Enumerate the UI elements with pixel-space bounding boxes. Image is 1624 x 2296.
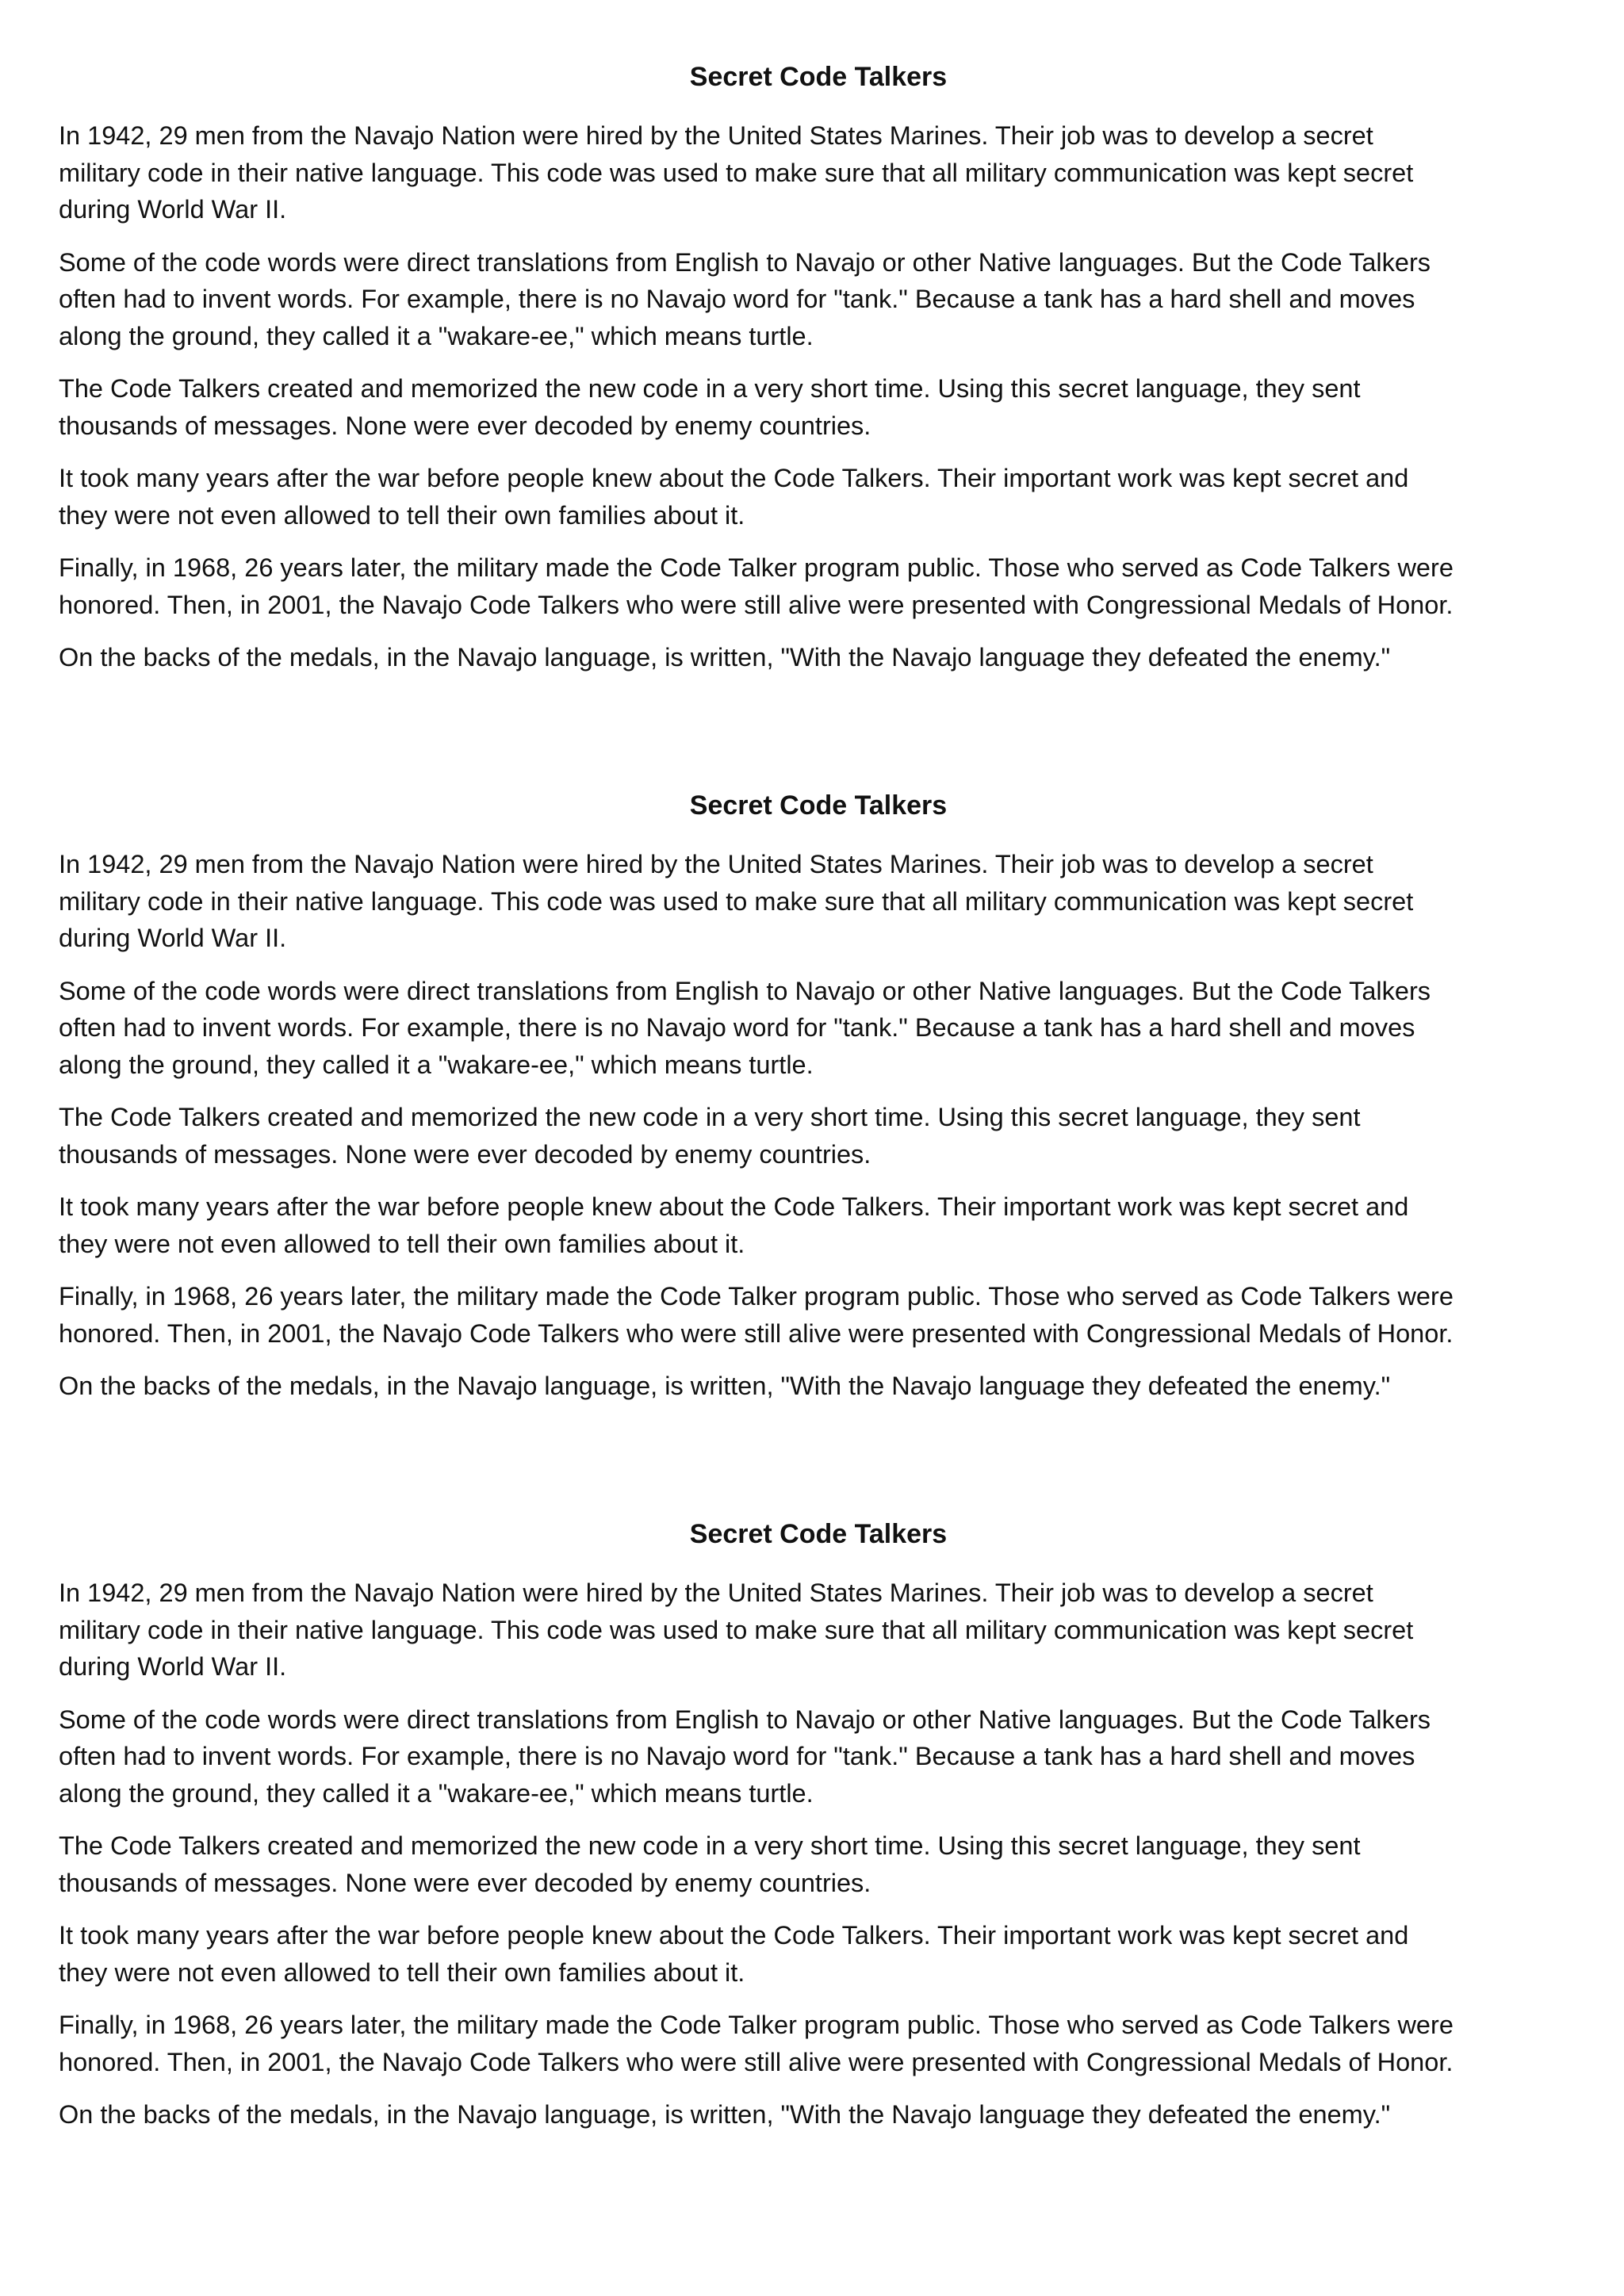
paragraph-2 [59, 1701, 1578, 1812]
text-line: military code in their native language. This code was used to make sure that all military communication was kept secret [59, 158, 1414, 187]
text-line: honored. Then, in 2001, the Navajo Code Talkers who were still alive were presented with Congressional Medals of Honor. [59, 1318, 1454, 1348]
text-line: The Code Talkers created and memorized the new code in a very short time. Using this secret language, they sent [59, 1831, 1361, 1860]
text-line: The Code Talkers created and memorized the new code in a very short time. Using this secret language, they sent [59, 374, 1361, 403]
text-line: often had to invent words. For example, there is no Navajo word for "tank." Because a tank has a hard shell and moves [59, 1742, 1415, 1770]
text-line: they were not even allowed to tell their own families about it. [59, 500, 745, 530]
paragraph-3 [59, 1099, 1578, 1173]
paragraph-6 [59, 1368, 1578, 1405]
text-line: often had to invent words. For example, there is no Navajo word for "tank." Because a tank has a hard shell and moves [59, 285, 1415, 313]
text-line: along the ground, they called it a "wakare-ee," which means turtle. [59, 321, 814, 350]
text-line: honored. Then, in 2001, the Navajo Code Talkers who were still alive were presented with Congressional Medals of Honor. [59, 590, 1454, 619]
text-line: Some of the code words were direct translations from English to Navajo or other Native languages. But the Code Talkers [59, 976, 1431, 1005]
paragraph-4 [59, 1188, 1578, 1262]
text-line: Some of the code words were direct translations from English to Navajo or other Native languages. But the Code Talkers [59, 1705, 1431, 1734]
passage-3 [59, 1516, 1578, 2149]
passage-title: Secret Code Talkers [689, 1519, 948, 1549]
paragraph-6 [59, 639, 1578, 676]
paragraph-4 [59, 1917, 1578, 1991]
paragraph-2 [59, 973, 1578, 1084]
text-line: Finally, in 1968, 26 years later, the military made the Code Talker program public. Those who served as Code Talkers were [59, 2011, 1454, 2039]
text-line: On the backs of the medals, in the Navajo language, is written, "With the Navajo language they defeated the enemy." [59, 1372, 1391, 1400]
text-line: along the ground, they called it a "wakare-ee," which means turtle. [59, 1778, 814, 1808]
text-line: military code in their native language. This code was used to make sure that all military communication was kept secret [59, 1615, 1414, 1644]
paragraph-5 [59, 2007, 1578, 2080]
passage-title: Secret Code Talkers [689, 790, 948, 821]
text-line: during World War II. [59, 924, 287, 952]
text-line: they were not even allowed to tell their own families about it. [59, 1957, 745, 1987]
text-line: thousands of messages. None were ever decoded by enemy countries. [59, 411, 871, 440]
text-line: they were not even allowed to tell their own families about it. [59, 1229, 745, 1258]
paragraph-3 [59, 1827, 1578, 1901]
paragraph-6 [59, 2096, 1578, 2133]
paragraph-1 [59, 846, 1578, 957]
text-line: On the backs of the medals, in the Navajo language, is written, "With the Navajo language they defeated the enemy." [59, 643, 1391, 672]
text-line: during World War II. [59, 1652, 287, 1681]
text-line: It took many years after the war before people knew about the Code Talkers. Their important work was kept secret and [59, 464, 1409, 492]
paragraph-5 [59, 1278, 1578, 1352]
text-line: Finally, in 1968, 26 years later, the military made the Code Talker program public. Those who served as Code Talkers were [59, 553, 1454, 582]
text-line: The Code Talkers created and memorized the new code in a very short time. Using this secret language, they sent [59, 1103, 1361, 1131]
paragraph-2 [59, 244, 1578, 355]
text-line: Finally, in 1968, 26 years later, the military made the Code Talker program public. Those who served as Code Talkers were [59, 1282, 1454, 1311]
text-line: thousands of messages. None were ever decoded by enemy countries. [59, 1868, 871, 1897]
paragraph-1 [59, 1575, 1578, 1686]
paragraph-4 [59, 460, 1578, 534]
passage-2 [59, 787, 1578, 1421]
text-line: Some of the code words were direct translations from English to Navajo or other Native languages. But the Code Talkers [59, 247, 1431, 277]
text-line: It took many years after the war before people knew about the Code Talkers. Their important work was kept secret and [59, 1192, 1409, 1221]
text-line: It took many years after the war before people knew about the Code Talkers. Their important work was kept secret and [59, 1921, 1409, 1950]
passage-1 [59, 59, 1578, 692]
text-line: honored. Then, in 2001, the Navajo Code Talkers who were still alive were presented with Congressional Medals of Honor. [59, 2047, 1454, 2076]
text-line: In 1942, 29 men from the Navajo Nation were hired by the United States Marines. Their job was to develop a secret [59, 1578, 1373, 1607]
text-line: along the ground, they called it a "wakare-ee," which means turtle. [59, 1050, 814, 1079]
text-line: In 1942, 29 men from the Navajo Nation were hired by the United States Marines. Their job was to develop a secret [59, 850, 1373, 878]
paragraph-5 [59, 549, 1578, 623]
text-line: In 1942, 29 men from the Navajo Nation were hired by the United States Marines. Their job was to develop a secret [59, 121, 1373, 150]
text-line: during World War II. [59, 195, 287, 224]
passage-title: Secret Code Talkers [689, 62, 948, 92]
paragraph-1 [59, 117, 1578, 228]
paragraph-3 [59, 370, 1578, 444]
text-line: often had to invent words. For example, there is no Navajo word for "tank." Because a tank has a hard shell and moves [59, 1013, 1415, 1042]
text-line: thousands of messages. None were ever decoded by enemy countries. [59, 1139, 871, 1169]
text-line: military code in their native language. This code was used to make sure that all military communication was kept secret [59, 886, 1414, 916]
text-line: On the backs of the medals, in the Navajo language, is written, "With the Navajo language they defeated the enemy." [59, 2100, 1391, 2129]
